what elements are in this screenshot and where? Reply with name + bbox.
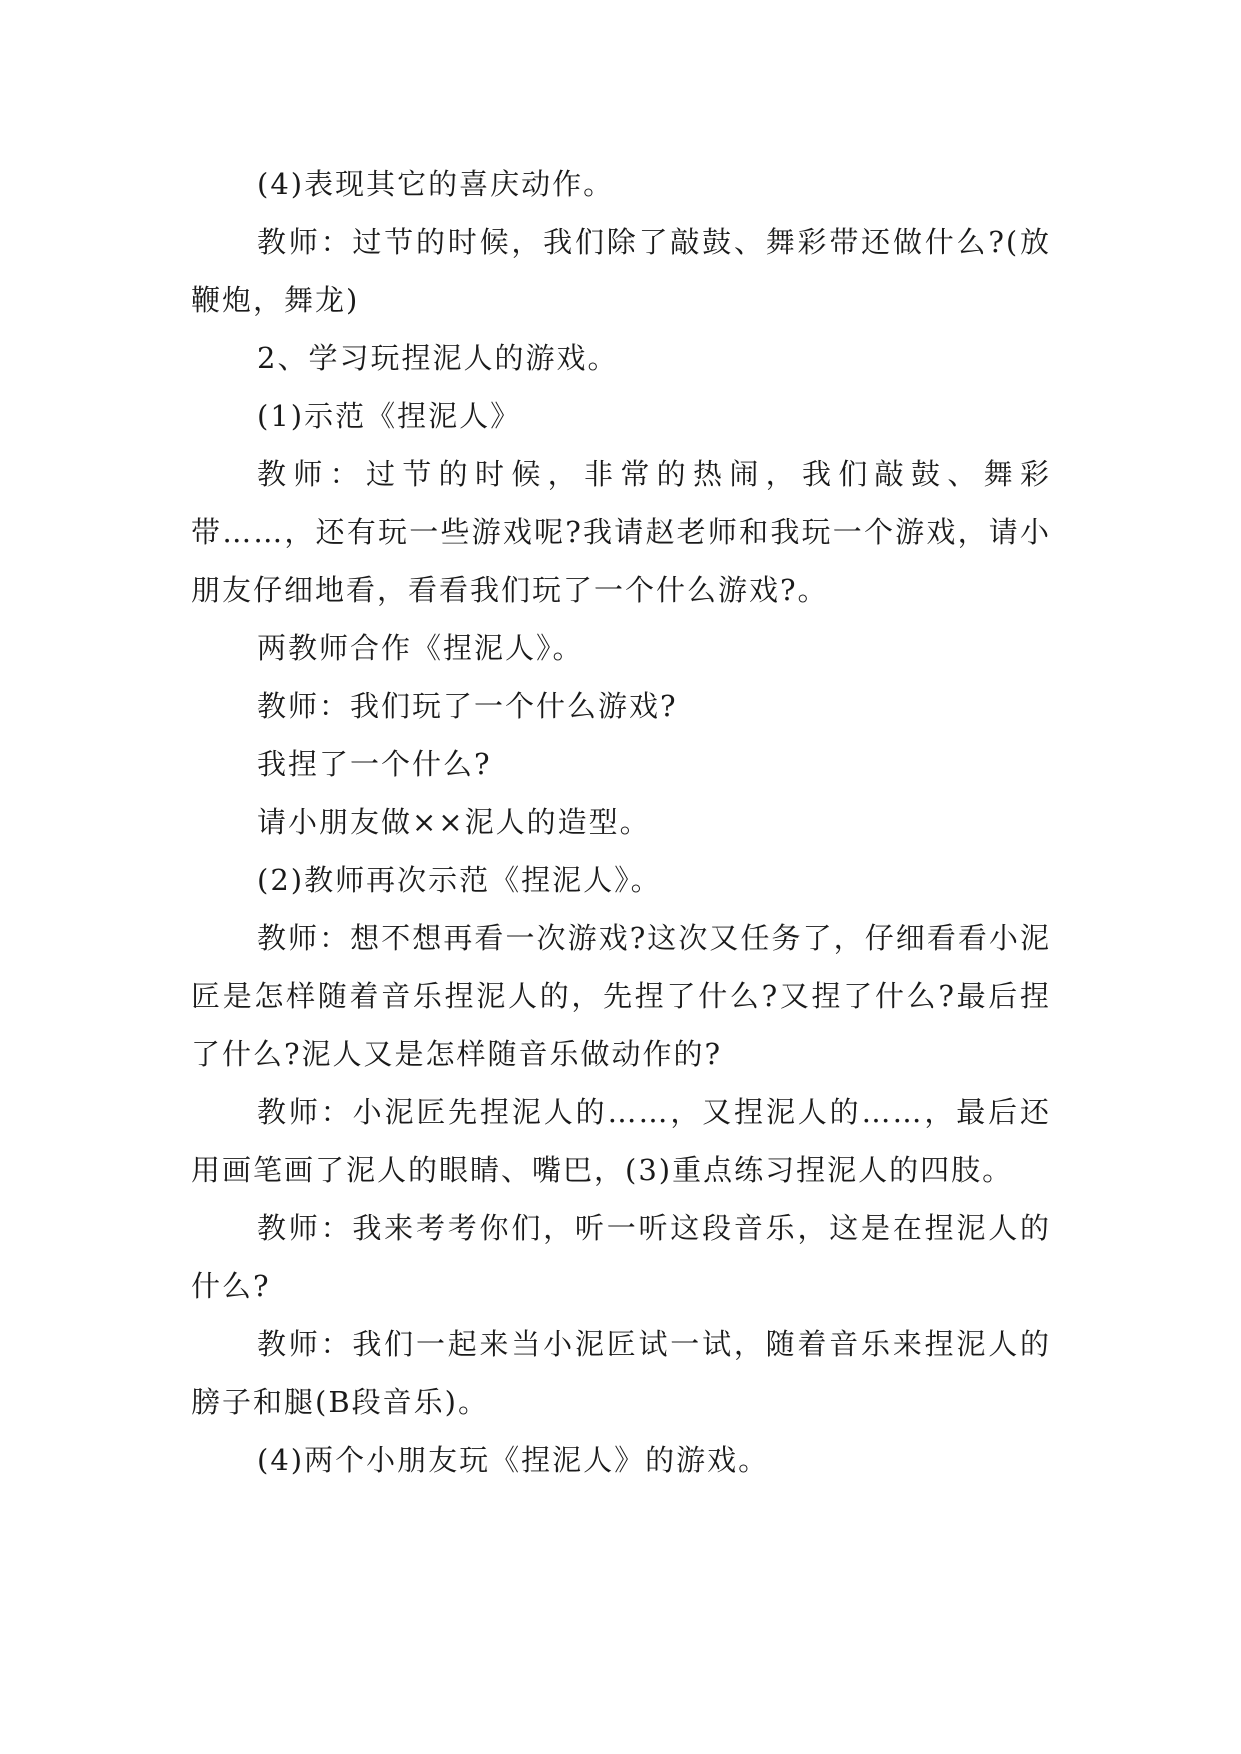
paragraph-8: 我捏了一个什么? [257, 747, 492, 781]
paragraph-11: 教师：想不想再看一次游戏?这次又任务了，仔细看看小泥匠是怎样随着音乐捏泥人的，先捏了什么?又捏了什么?最后捏了什么?泥人又是怎样随音乐做动作的? [191, 921, 1051, 1071]
paragraph-13: 教师：我来考考你们，听一听这段音乐，这是在捏泥人的什么? [191, 1211, 1051, 1303]
paragraph-3: 2、学习玩捏泥人的游戏。 [257, 341, 619, 375]
paragraph-4: (1)示范《捏泥人》 [257, 399, 522, 433]
paragraph-15: (4)两个小朋友玩《捏泥人》的游戏。 [257, 1443, 770, 1477]
paragraph-6: 两教师合作《捏泥人》。 [257, 631, 584, 665]
paragraph-5: 教师：过节的时候，非常的热闹，我们敲鼓、舞彩带……，还有玩一些游戏呢?我请赵老师和我玩一个游戏，请小朋友仔细地看，看看我们玩了一个什么游戏?。 [191, 457, 1051, 607]
document-body [191, 155, 1051, 1489]
paragraph-10: (2)教师再次示范《捏泥人》。 [257, 863, 662, 897]
paragraph-14: 教师：我们一起来当小泥匠试一试，随着音乐来捏泥人的膀子和腿(B段音乐)。 [191, 1327, 1051, 1419]
paragraph-12: 教师：小泥匠先捏泥人的……，又捏泥人的……，最后还用画笔画了泥人的眼睛、嘴巴，(3)重点练习捏泥人的四肢。 [191, 1095, 1051, 1187]
paragraph-2: 教师：过节的时候，我们除了敲鼓、舞彩带还做什么?(放鞭炮，舞龙) [191, 225, 1051, 317]
paragraph-7: 教师：我们玩了一个什么游戏? [257, 689, 678, 723]
paragraph-1: (4)表现其它的喜庆动作。 [257, 167, 615, 201]
paragraph-9: 请小朋友做××泥人的造型。 [257, 805, 651, 839]
